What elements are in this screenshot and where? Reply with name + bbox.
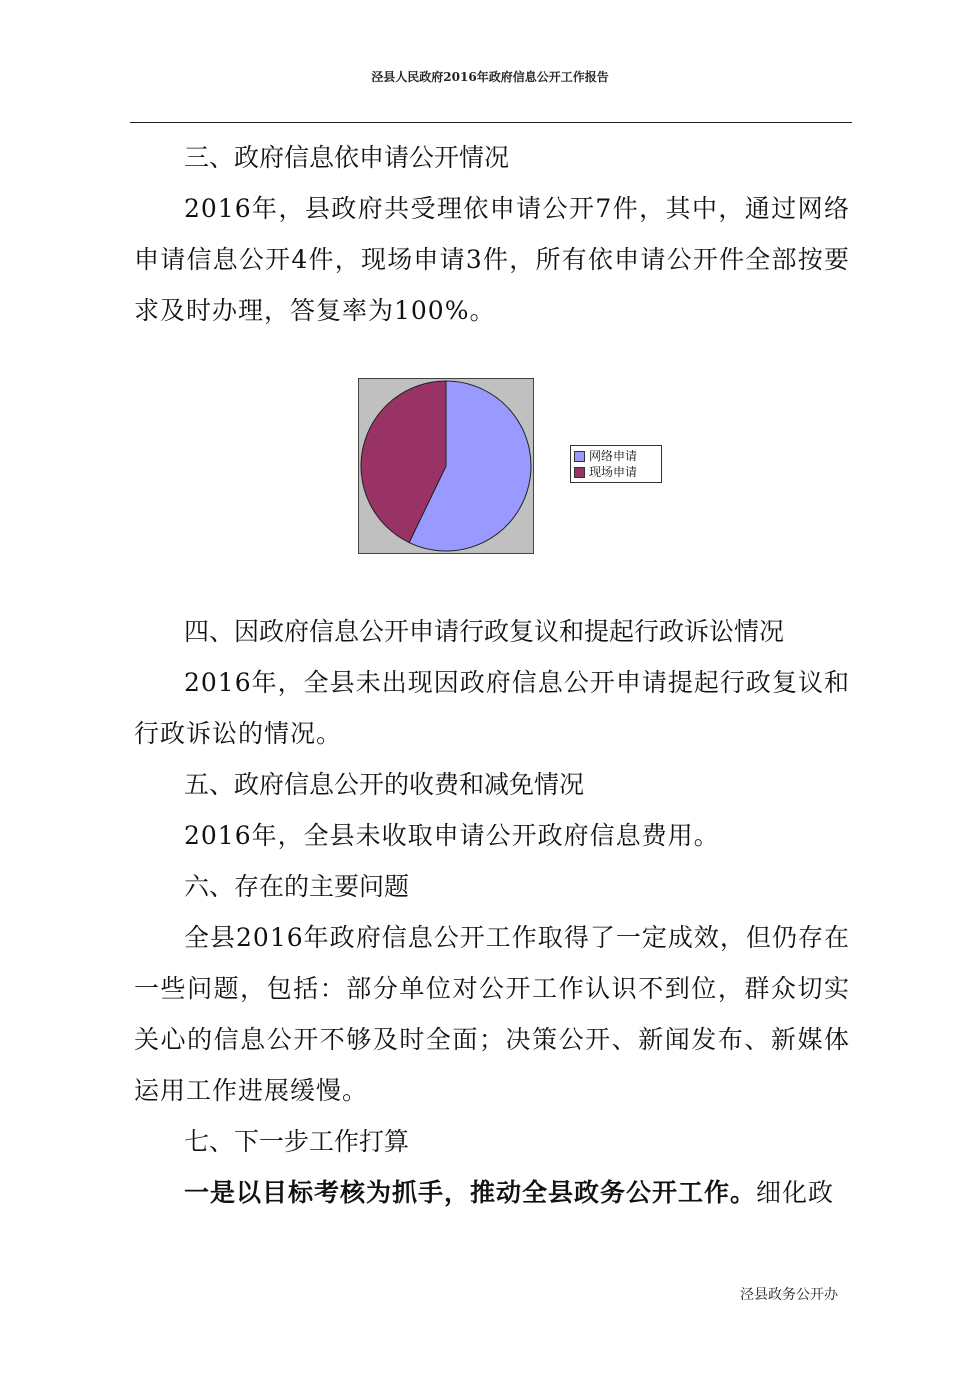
section-6-heading: 六、存在的主要问题 xyxy=(184,872,410,901)
section-3-paragraph: 2016年，县政府共受理依申请公开7件，其中，通过网络申请信息公开4件，现场申请3件，所有依申请公开件全部按要求及时办理，答复率为100%。 xyxy=(134,194,850,325)
section-6-paragraph: 全县2016年政府信息公开工作取得了一定成效，但仍存在一些问题，包括：部分单位对公开工作认识不到位，群众切实关心的信息公开不够及时全面；决策公开、新闻发布、新媒体运用工作进展缓慢。 xyxy=(134,923,850,1105)
section-4-paragraph: 2016年，全县未出现因政府信息公开申请提起行政复议和行政诉讼的情况。 xyxy=(134,668,850,748)
legend-swatch-online xyxy=(574,451,585,462)
section-3-heading: 三、政府信息依申请公开情况 xyxy=(184,143,510,172)
section-7-paragraph xyxy=(134,1167,850,1218)
document-body xyxy=(134,132,850,1218)
section-7-rest: 细化政 xyxy=(756,1178,835,1207)
page-header: 泾县人民政府2016年政府信息公开工作报告 xyxy=(371,70,609,84)
legend-label-online: 网络申请 xyxy=(589,449,638,463)
legend-swatch-onsite xyxy=(574,467,585,478)
chart-legend xyxy=(570,445,662,483)
chart-plot-area xyxy=(358,378,534,554)
section-4-heading: 四、因政府信息公开申请行政复议和提起行政诉讼情况 xyxy=(184,617,785,646)
header-rule xyxy=(130,122,852,123)
footer-office: 泾县政务公开办 xyxy=(740,1287,838,1303)
pie-svg xyxy=(359,379,533,553)
legend-item-onsite xyxy=(574,464,658,480)
section-7-bold-lead: 一是以目标考核为抓手，推动全县政务公开工作。 xyxy=(184,1178,757,1207)
section-5-paragraph: 2016年，全县未收取申请公开政府信息费用。 xyxy=(184,821,720,850)
pie-chart xyxy=(134,336,850,606)
section-7-heading: 七、下一步工作打算 xyxy=(184,1127,410,1156)
section-5-heading: 五、政府信息公开的收费和减免情况 xyxy=(184,770,585,799)
legend-label-onsite: 现场申请 xyxy=(589,465,638,479)
legend-item-online xyxy=(574,448,658,464)
